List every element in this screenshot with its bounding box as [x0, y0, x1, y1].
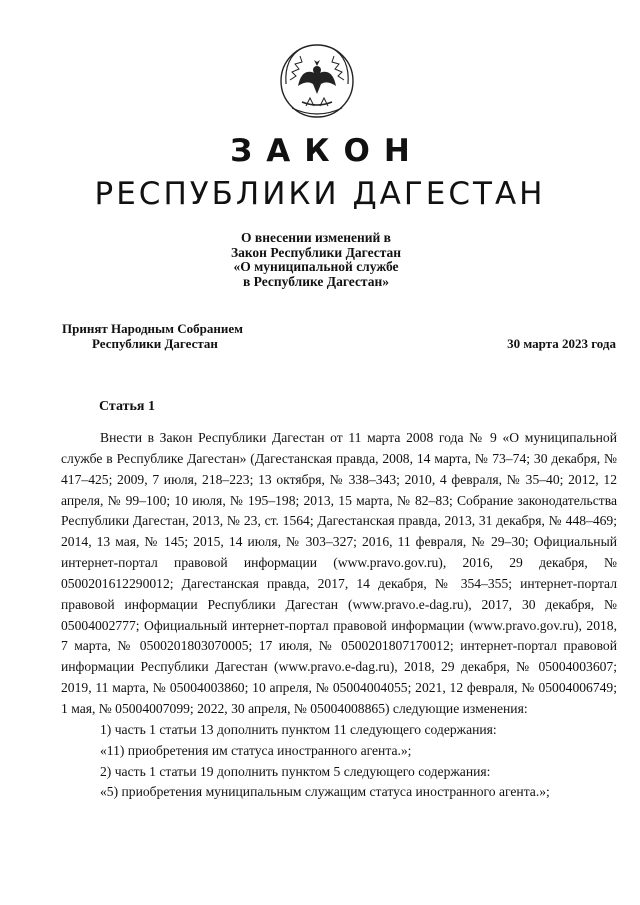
- adoption-line: Республики Дагестан: [92, 336, 218, 351]
- law-subtitle: [180, 231, 452, 289]
- subtitle-line: «О муниципальной службе: [233, 259, 399, 274]
- article-item: «5) приобретения муниципальным служащим статуса иностранного агента.»;: [100, 784, 550, 800]
- article-item: «11) приобретения им статуса иностранного агента.»;: [100, 742, 412, 758]
- coat-of-arms-icon: [272, 36, 362, 122]
- subtitle-line: в Республике Дагестан»: [242, 273, 390, 289]
- article-body: [61, 428, 617, 803]
- document-title: ЗАКОН: [230, 133, 424, 169]
- document-issuer: РЕСПУБЛИКИ ДАГЕСТАН: [94, 176, 546, 212]
- adoption-note: [62, 321, 322, 351]
- subtitle-line: Закон Республики Дагестан: [230, 244, 402, 260]
- article-heading: Статья 1: [99, 399, 155, 414]
- adoption-line: Принят Народным Собранием: [62, 321, 244, 336]
- article-item: 2) часть 1 статьи 19 дополнить пунктом 5 следующего содержания:: [100, 763, 491, 779]
- subtitle-line: О внесении изменений в: [241, 230, 391, 245]
- article-paragraph: Внести в Закон Республики Дагестан от 11 марта 2008 года № 9 «О муниципальной службе в Республике Дагестан» (Дагестанская правда, 2008, 14 марта, № 73–74; 30 декабря, № 417–425; 2009, 7 июля, 218–223; 13 октября, № 338–343; 2010, 4 февраля, № 35–40; 2012, 12 апреля, № 99–100; 10 июля, № 195–198; 2013, 15 марта, № 82–83; Собрание законодательства Республики Дагестан, 2013, № 23, ст. 1564; Дагестанская правда, 2013, 31 декабря, № 448–469; 2014, 13 мая, № 145; 2015, 14 июля, № 303–327; 2016, 11 февраля, № 29–30; Официальный интернет-портал правовой информации (www.pravo.gov.ru), 2016, 29 декабря, № 0500201612290012; Дагестанская правда, 2017, 14 декабря, № 354–355; интернет-портал правовой информации Республики Дагестан (www.pravo.e-dag.ru), 2017, 30 декабря, № 05004002777; Официальный интернет-портал правовой информации (www.pravo.gov.ru), 2018, 7 марта, № 0500201803070005; 17 июля, № 0500201807170012; интернет-портал правовой информации Республики Дагестан (www.pravo.e-dag.ru), 2018, 29 декабря, № 05004003607; 2019, 11 марта, № 05004003860; 10 апреля, № 05004004055; 2021, 12 февраля, № 05004006749; 1 мая, № 05004007099; 2022, 30 апреля, № 05004008865) следующие изменения:: [61, 430, 617, 716]
- article-item: 1) часть 1 статьи 13 дополнить пунктом 11 следующего содержания:: [100, 721, 497, 737]
- adoption-date: 30 марта 2023 года: [507, 336, 616, 351]
